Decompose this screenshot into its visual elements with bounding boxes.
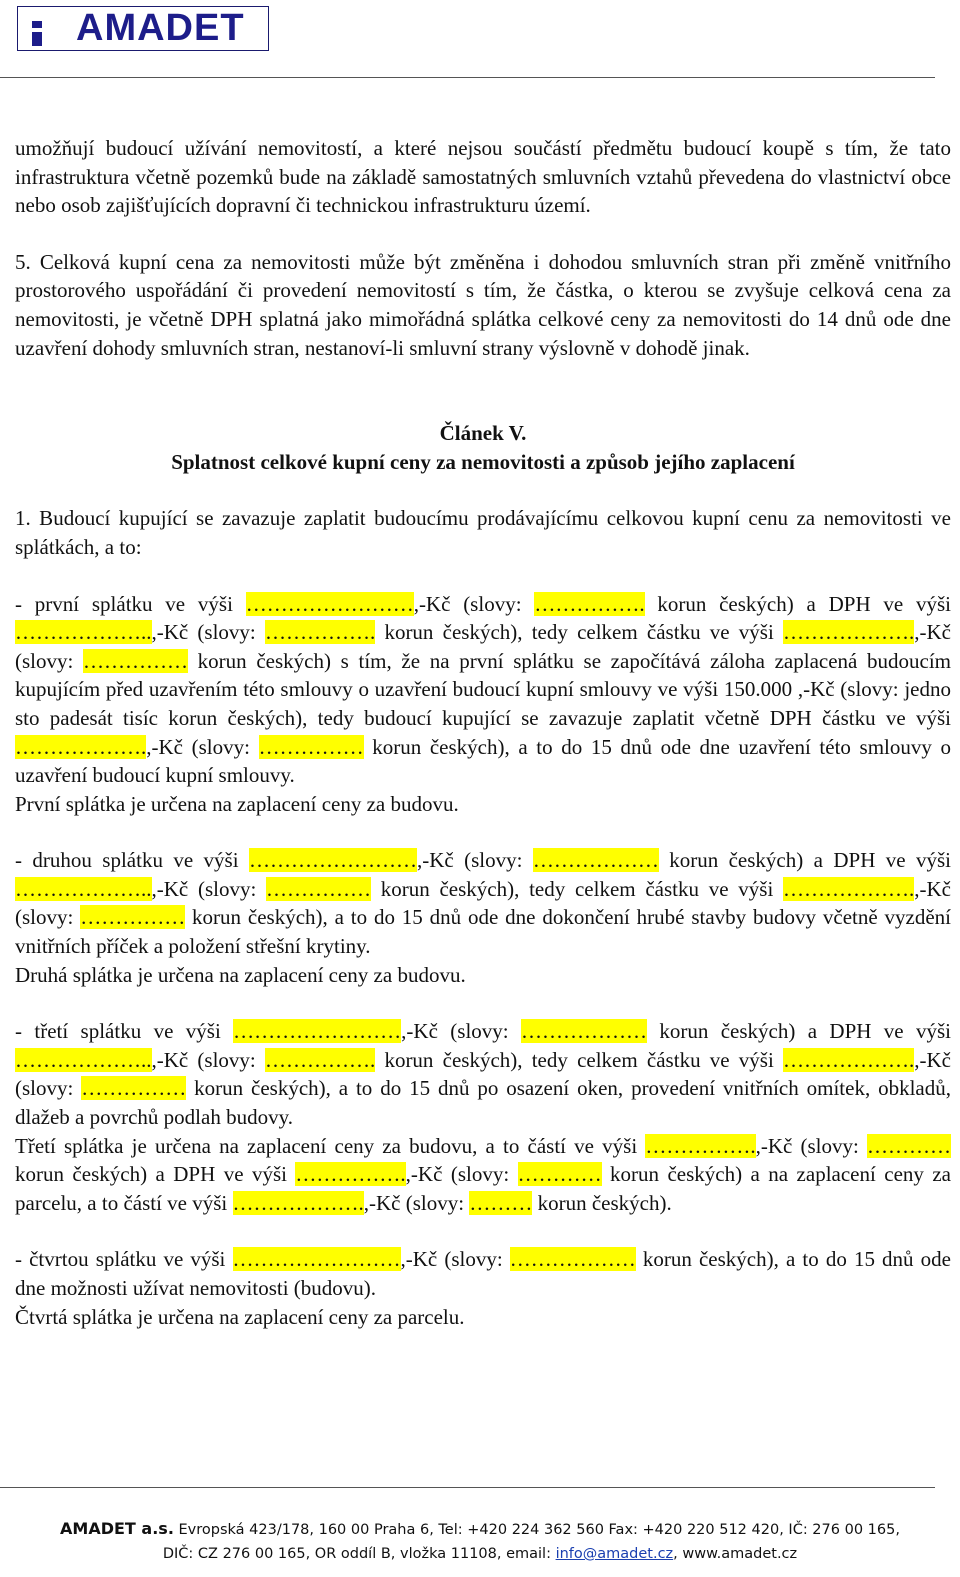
footer-company: AMADET a.s. (60, 1519, 174, 1538)
header-divider (0, 77, 935, 78)
blank-field[interactable]: ………… (867, 1133, 951, 1158)
footer (0, 1517, 960, 1566)
logo-text: AMADET (76, 7, 245, 49)
blank-field[interactable]: …………… (81, 1076, 187, 1101)
third-installment: - třetí splátku ve výši ……………………,-Kč (slovy: ……………… korun českých) a DPH ve výši ………………..,-Kč (slovy: ……………. korun českých), tedy celkem částku ve výši ……………….,-Kč (slovy: …………… korun českých), a to do 15 dnů po osazení oken, provedení vnitřních omítek, obkladů, dlažeb a povrchů podlah budovy. (15, 1019, 951, 1130)
blank-field[interactable]: ……………. (264, 1047, 376, 1072)
first-installment-note: První splátka je určena na zaplacení ceny za budovu. (15, 791, 459, 816)
blank-field[interactable]: …………… (266, 876, 372, 901)
blank-field[interactable]: ……………. (264, 620, 376, 645)
blank-field[interactable]: ……………. (645, 1133, 756, 1158)
blank-field[interactable]: …………………… (233, 1019, 402, 1044)
footer-divider (0, 1487, 935, 1488)
blank-field[interactable]: ……………….. (15, 1047, 152, 1072)
blank-field[interactable]: ……………….. (15, 620, 152, 645)
blank-field[interactable]: …………………… (232, 1247, 401, 1272)
footer-line-1: AMADET a.s. Evropská 423/178, 160 00 Praha 6, Tel: +420 224 362 560 Fax: +420 220 512 420, IČ: 276 00 165, (60, 1519, 900, 1538)
third-installment-note: Třetí splátka je určena na zaplacení ceny za budovu, a to částí ve výši …………….,-Kč (slovy: ………… korun českých) a DPH ve výši …………….,-Kč (slovy: ………… korun českých) a na zaplacení ceny za parcelu, a to částí ve výši ……………….,-Kč (slovy: ……… korun českých). (15, 1133, 951, 1215)
blank-field[interactable]: ……………… (520, 1019, 647, 1044)
blank-field[interactable]: ……………. (295, 1162, 406, 1187)
blank-field[interactable]: ………………. (232, 1190, 364, 1215)
email-link[interactable]: info@amadet.cz (555, 1546, 674, 1562)
blank-field[interactable]: ………………. (783, 620, 915, 645)
blank-field[interactable]: …………… (83, 648, 189, 673)
first-installment: - první splátku ve výši ……………………,-Kč (slovy: ……………. korun českých) a DPH ve výši ………………..,-Kč (slovy: ……………. korun českých), tedy celkem částku ve výši ……………….,-Kč (slovy: …………… korun českých) s tím, že na první splátku se započítává záloha zaplacená budoucím kupujícím před uzavřením této smlouvy o uzavření budoucí kupní smlouvy ve výši 150.000 ,-Kč (slovy: jedno sto padesát tisíc korun českých), tedy budoucí kupující se zavazuje zaplatit včetně DPH částku ve výši ……………….,-Kč (slovy: …………… korun českých), a to do 15 dnů ode dne uzavření této smlouvy o uzavření budoucí kupní smlouvy. (15, 591, 952, 788)
document-body (15, 134, 951, 1331)
second-installment-note: Druhá splátka je určena na zaplacení ceny za budovu. (15, 962, 466, 987)
logo-mark-top (32, 21, 42, 28)
blank-field[interactable]: ……………. (534, 591, 645, 616)
blank-field[interactable]: ………………. (783, 876, 915, 901)
fourth-installment-note: Čtvrtá splátka je určena na zaplacení ceny za parcelu. (15, 1304, 465, 1329)
blank-field[interactable]: ……… (469, 1190, 533, 1215)
second-installment: - druhou splátku ve výši ……………………,-Kč (slovy: ……………… korun českých) a DPH ve výši ………………..,-Kč (slovy: …………… korun českých), tedy celkem částku ve výši ……………….,-Kč (slovy: …………… korun českých), a to do 15 dnů ode dne dokončení hrubé stavby budovy včetně vyzdění vnitřních příček a položení střešní krytiny. (15, 848, 951, 959)
blank-field[interactable]: ………… (517, 1162, 602, 1187)
blank-field[interactable]: ………………. (783, 1047, 915, 1072)
paragraph-5: 5. Celková kupní cena za nemovitosti může být změněna i dohodou smluvních stran při změně vnitřního prostorového uspořádání či provedení nemovitostí s tím, že částka, o kterou se zvyšuje celková cena za nemovitosti, je včetně DPH splatná jako mimořádná splátka celkové ceny za nemovitosti do 14 dnů ode dne uzavření dohody smluvních stran, nestanoví-li smluvní strany výslovně v dohodě jinak. (15, 249, 951, 360)
blank-field[interactable]: ………………. (15, 734, 147, 759)
paragraph-1: 1. Budoucí kupující se zavazuje zaplatit budoucímu prodávajícímu celkovou kupní cenu za nemovitosti ve splátkách, a to: (15, 506, 951, 559)
amadet-logo (17, 6, 269, 51)
blank-field[interactable]: …………… (80, 905, 186, 930)
blank-field[interactable]: ……………… (509, 1247, 636, 1272)
article-title: Článek V. (439, 421, 527, 446)
article-subtitle: Splatnost celkové kupní ceny za nemovitosti a způsob jejího zaplacení (171, 449, 795, 474)
fourth-installment: - čtvrtou splátku ve výši ……………………,-Kč (slovy: ……………… korun českých), a to do 15 dnů ode dne možnosti užívat nemovitosti (budovu). (15, 1247, 951, 1300)
paragraph-intro: umožňují budoucí užívání nemovitostí, a které nejsou součástí předmětu budoucí koupě s tím, že tato infrastruktura včetně pozemků bude na základě samostatných smluvních vztahů převedena do vlastnictví obce nebo osob zajišťujících dopravní či technickou infrastrukturu území. (15, 136, 951, 218)
blank-field[interactable]: ……………….. (15, 876, 152, 901)
logo-mark-bottom (32, 32, 42, 46)
blank-field[interactable]: ……………… (532, 848, 659, 873)
footer-line-2: DIČ: CZ 276 00 165, OR oddíl B, vložka 11108, email: info@amadet.cz, www.amadet.cz (162, 1546, 798, 1562)
blank-field[interactable]: …………… (258, 734, 364, 759)
blank-field[interactable]: …………………… (248, 848, 417, 873)
blank-field[interactable]: …………………… (245, 591, 414, 616)
